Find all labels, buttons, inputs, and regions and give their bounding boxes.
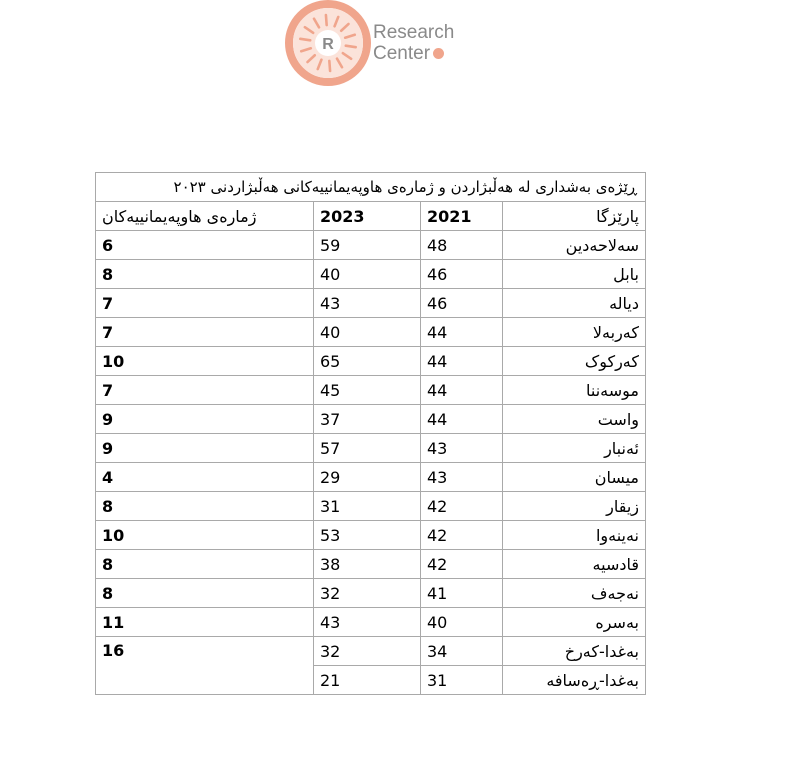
cell-coalitions: 7 [96, 289, 314, 318]
table-row [96, 463, 646, 492]
cell-2021: 42 [421, 521, 503, 550]
cell-2023: 43 [314, 289, 421, 318]
cell-2021: 44 [421, 376, 503, 405]
cell-coalitions: 8 [96, 260, 314, 289]
cell-province: سەلاحەدین [503, 231, 646, 260]
cell-2023: 40 [314, 318, 421, 347]
cell-coalitions: 11 [96, 608, 314, 637]
cell-coalitions: 9 [96, 405, 314, 434]
logo-letter: R [322, 36, 334, 53]
cell-province: بەسرە [503, 608, 646, 637]
table-row [96, 434, 646, 463]
logo-line-1: Research [373, 22, 455, 43]
cell-province: زیقار [503, 492, 646, 521]
logo-ray-icon [329, 61, 330, 71]
table-row [96, 550, 646, 579]
header-2021: 2021 [421, 202, 503, 231]
cell-2023: 57 [314, 434, 421, 463]
cell-2023: 43 [314, 608, 421, 637]
logo-dot-icon [433, 48, 444, 59]
cell-2023: 59 [314, 231, 421, 260]
cell-2023: 32 [314, 579, 421, 608]
table-row [96, 637, 646, 666]
cell-2021: 44 [421, 347, 503, 376]
cell-coalitions: 8 [96, 550, 314, 579]
logo-text [373, 22, 454, 64]
cell-2021: 44 [421, 318, 503, 347]
table-row [96, 492, 646, 521]
cell-coalitions: 10 [96, 347, 314, 376]
cell-2021: 40 [421, 608, 503, 637]
cell-coalitions: 4 [96, 463, 314, 492]
logo-ray-icon [326, 15, 327, 25]
cell-province: میسان [503, 463, 646, 492]
cell-2023: 31 [314, 492, 421, 521]
table-row [96, 347, 646, 376]
cell-coalitions: 6 [96, 231, 314, 260]
cell-province: بەغدا-کەرخ [503, 637, 646, 666]
table-row [96, 579, 646, 608]
cell-2021: 42 [421, 550, 503, 579]
table-row [96, 405, 646, 434]
cell-2021: 41 [421, 579, 503, 608]
cell-2023: 65 [314, 347, 421, 376]
cell-province: نەینەوا [503, 521, 646, 550]
cell-province: موسەننا [503, 376, 646, 405]
cell-2023: 37 [314, 405, 421, 434]
cell-2021: 42 [421, 492, 503, 521]
cell-province: قادسیە [503, 550, 646, 579]
research-center-logo [285, 0, 465, 86]
cell-coalitions: 10 [96, 521, 314, 550]
cell-province: ئەنبار [503, 434, 646, 463]
cell-2023: 29 [314, 463, 421, 492]
logo-ring-icon [285, 0, 371, 86]
header-coalitions: ژمارەی هاوپەیمانییەکان [96, 202, 314, 231]
table-row [96, 231, 646, 260]
table-row [96, 608, 646, 637]
header-province: پارێزگا [503, 202, 646, 231]
logo-ray-icon [346, 46, 356, 47]
cell-province: بەغدا-ڕەسافە [503, 666, 646, 695]
cell-2023: 53 [314, 521, 421, 550]
cell-province: واست [503, 405, 646, 434]
cell-2021: 44 [421, 405, 503, 434]
cell-2021: 46 [421, 260, 503, 289]
table-title: ڕێژەی بەشداری لە هەڵبژاردن و ژمارەی هاوپەیمانییەکانی هەڵبژاردنی ٢٠٢٣ [96, 173, 646, 202]
participation-table [95, 172, 646, 695]
cell-2021: 46 [421, 289, 503, 318]
cell-2023: 32 [314, 637, 421, 666]
cell-province: نەجەف [503, 579, 646, 608]
cell-2021: 48 [421, 231, 503, 260]
cell-province: کەرکوک [503, 347, 646, 376]
cell-2021: 43 [421, 434, 503, 463]
table-row [96, 376, 646, 405]
header-2023: 2023 [314, 202, 421, 231]
cell-coalitions: 9 [96, 434, 314, 463]
table-row [96, 289, 646, 318]
cell-coalitions: 8 [96, 579, 314, 608]
table-row [96, 318, 646, 347]
cell-2023: 45 [314, 376, 421, 405]
cell-2021: 43 [421, 463, 503, 492]
cell-coalitions: 7 [96, 318, 314, 347]
cell-2021: 31 [421, 666, 503, 695]
header-row [96, 202, 646, 231]
logo-line-2: Center [373, 43, 454, 64]
table-row [96, 521, 646, 550]
cell-coalitions: 7 [96, 376, 314, 405]
cell-province: کەربەلا [503, 318, 646, 347]
cell-province: بابل [503, 260, 646, 289]
table-row [96, 260, 646, 289]
cell-2021: 34 [421, 637, 503, 666]
cell-coalitions: 16 [96, 637, 314, 695]
cell-province: دیالە [503, 289, 646, 318]
cell-coalitions: 8 [96, 492, 314, 521]
cell-2023: 21 [314, 666, 421, 695]
cell-2023: 40 [314, 260, 421, 289]
logo-ray-icon [300, 39, 310, 40]
cell-2023: 38 [314, 550, 421, 579]
